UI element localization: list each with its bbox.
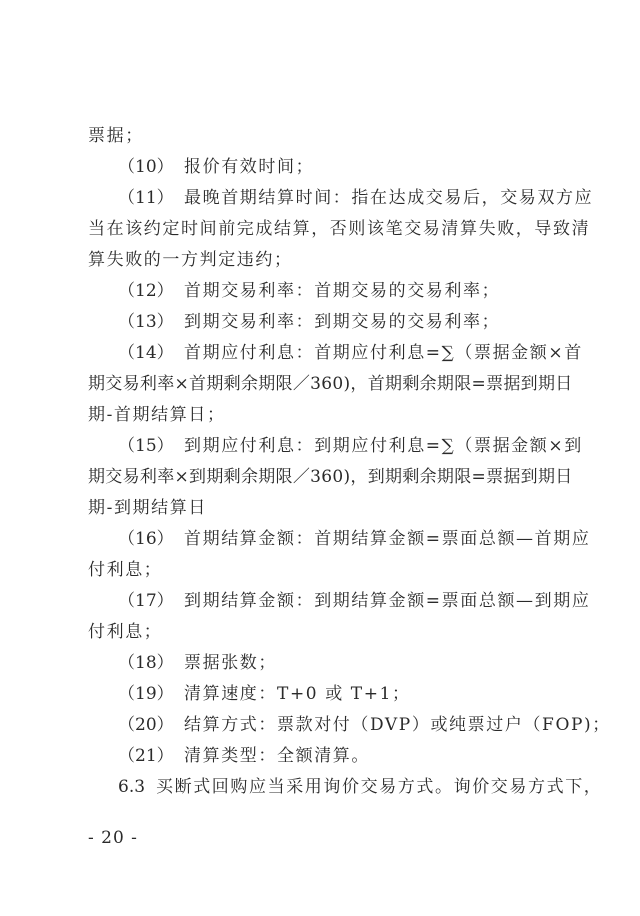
item-number: （13） <box>118 312 174 332</box>
list-item-15 <box>118 434 583 458</box>
item-number: （20） <box>118 715 174 735</box>
continuation-line: 算失败的一方判定违约； <box>88 250 293 270</box>
item-number: （18） <box>118 653 174 673</box>
continuation-line: 期交易利率×到期剩余期限／360)，到期剩余期限=票据到期日 <box>88 467 573 487</box>
section-text: 买断式回购应当采用询价交易方式。询价交易方式下， <box>156 777 603 797</box>
list-item-18 <box>118 651 277 675</box>
section-number: 6.3 <box>118 777 146 797</box>
continuation-line: 付利息； <box>88 560 163 580</box>
list-item-16 <box>118 527 590 551</box>
page-number: - 20 - <box>88 828 138 848</box>
list-item-14 <box>118 341 583 365</box>
item-number: （15） <box>118 436 174 456</box>
item-text: 到期交易利率：到期交易的交易利率； <box>184 312 501 332</box>
item-number: （17） <box>118 591 174 611</box>
item-text: 票据张数； <box>184 653 277 673</box>
item-text: 清算类型：全额清算。 <box>184 746 370 766</box>
list-item-13 <box>118 310 500 334</box>
item-text: 首期结算金额：首期结算金额=票面总额—首期应 <box>184 529 591 549</box>
item-text: 到期结算金额：到期结算金额=票面总额—到期应 <box>184 591 591 611</box>
item-text: 首期交易利率：首期交易的交易利率； <box>184 281 501 301</box>
continuation-line: 当在该约定时间前完成结算，否则该笔交易清算失败，导致清 <box>88 219 591 239</box>
item-text: 结算方式：票款对付（DVP）或纯票过户（FOP)； <box>184 715 611 735</box>
item-text: 最晚首期结算时间：指在达成交易后，交易双方应 <box>184 188 594 208</box>
item-number: （11） <box>118 188 174 208</box>
list-item-19 <box>118 682 411 706</box>
continuation-line: 期交易利率×首期剩余期限／360)，首期剩余期限=票据到期日 <box>88 374 573 394</box>
list-item-21 <box>118 744 370 768</box>
list-item-20 <box>118 713 611 737</box>
continuation-line: 期-首期结算日； <box>88 405 226 425</box>
list-item-12 <box>118 279 500 303</box>
continuation-line: 付利息； <box>88 622 163 642</box>
item-number: （10） <box>118 157 174 177</box>
item-text: 报价有效时间； <box>184 157 315 177</box>
continuation-line: 期-到期结算日 <box>88 498 207 518</box>
list-item-10 <box>118 155 314 179</box>
item-text: 到期应付利息：到期应付利息=∑（票据金额×到 <box>184 436 583 456</box>
section-6-3 <box>118 775 602 799</box>
item-text: 清算速度：T+0 或 T+1； <box>184 684 411 704</box>
item-number: （19） <box>118 684 174 704</box>
item-text: 首期应付利息：首期应付利息=∑（票据金额×首 <box>184 343 583 363</box>
list-item-17 <box>118 589 590 613</box>
item-number: （14） <box>118 343 174 363</box>
item-number: （21） <box>118 746 174 766</box>
list-item-11 <box>118 186 593 210</box>
continuation-line: 票据； <box>88 126 144 146</box>
item-number: （12） <box>118 281 174 301</box>
item-number: （16） <box>118 529 174 549</box>
